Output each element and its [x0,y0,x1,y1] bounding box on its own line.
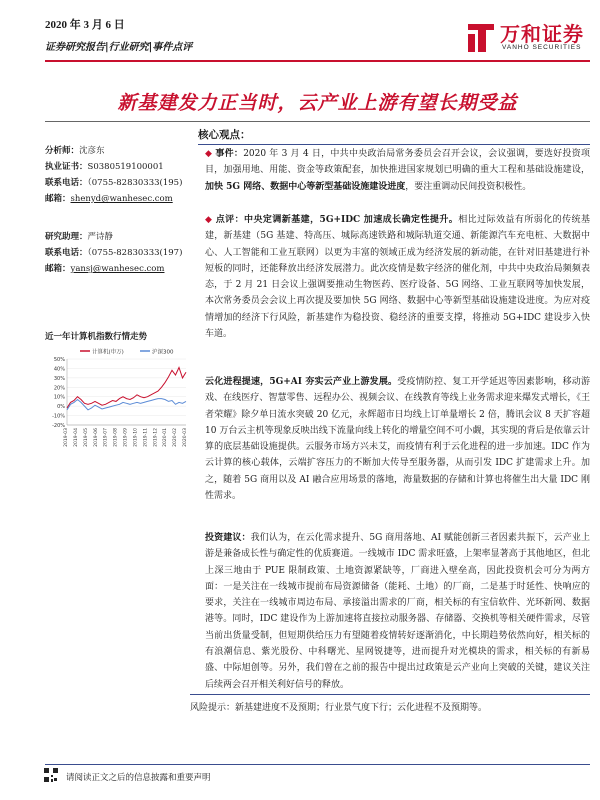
bullet-icon: ◆ [205,149,213,159]
disclaimer-footer: 请阅读正文之后的信息披露和重要声明 [66,773,211,783]
header-divider [45,60,590,62]
footer-divider [45,764,590,765]
cloud-paragraph: 云化进程提速，5G+AI 夯实云产业上游发展。受疫情防控、复工开学延迟等因素影响，移动游戏、在线医疗、智慧零售、远程办公、视频会议、在线教育等线上业务需求迎来爆发式增长，《王者荣耀》除夕单日流水突破 20 亿元，永辉超市日均线上订单量增长 2 倍，腾讯会议 8 天扩容超 10 万台云主机等现象反映出线下流量向线上转化的增量空间不可小觑，其实现的背后是依靠云计算的底层基础设施提供。云服务市场方兴未艾，而疫情有利于云化进程的进一步加速。IDC 作为云计算的核心载体，云端扩容压力的不断加大传导至服务器，从而引发 IDC 扩建需求上升。加之，随着 5G 商用以及 AI 融合应用场景的落地，海量数据的存储和计算也将催生出大量 IDC 刚性需求。 [205,377,590,502]
analyst-2: 研究助理：严诗静 联系电话：（0755-82830333(197) 邮箱：yansj@wanhesec.com [45,232,183,274]
report-title: 新基建发力正当时，云产业上游有望长期受益 [117,92,518,114]
event-paragraph: ◆ 事件：2020 年 3 月 4 日，中共中央政治局常务委员会召开会议，会议强调，要选好投资项目，加强用地、用能、资金等政策配套，加快推进国家规划已明确的重大工程和基础设施建设，加快 5G 网络、数据中心等新型基础设施建设进度，要注重调动民间投资积极性。 [205,149,590,192]
index-trend-chart [45,345,190,460]
xtick-label-7: 2019-10 [133,428,139,447]
logo-en-text: VANHO SECURITIES [502,44,582,51]
xtick-label-8: 2019-11 [143,428,149,447]
investment-paragraph: 投资建议：我们认为，在云化需求提升、5G 商用落地、AI 赋能创新三者因素共振下，云产业上游是兼备成长性与确定性的优质赛道。一线城市 IDC 需求旺盛，上架率显著高于其他地区，但北上深三地由于 PUE 限制政策、土地资源紧缺等，厂商进入壁垒高，因此投资机会可分为两方面：一是关注在一线城市提前布局资源储备（能耗、土地）的厂商，二是基于时延性、快响应的要求，关注在一线城市周边布局、承接溢出需求的厂商，相关标的有宝信软件、光环新网、数据港等。同时，IDC 建设作为上游加速将直接拉动服务器、存储器、交换机等相关硬件需求，尽管当前出货量受制，但短期供给压力有望随着疫情转好逐渐消化，中长期趋势依然向好，相关标的有浪潮信息、紫光股份、中科曙光、星网锐捷等，进而提升对光模块的需求，相关标的有新易盛、中际旭创等。另外，我们曾在之前的报告中提出过政策是云产业向上突破的关键，建议关注后续两会召开相关利好信号的释放。 [205,533,590,690]
comment-paragraph: ◆ 点评：中央定调新基建，5G+IDC 加速成长确定性提升。相比过际效益有所弱化的传统基建，新基建（5G 基建、特高压、城际高速铁路和城际轨道交通、新能源汽车充电桩、大数据中心、人工智能和工业互联网）以更为丰富的领域正成为经济发展的新动能，在针对旧基建进行补短板的同时，还能释放出经济发展潜力。此次疫情是数字经济的催化剂，中共中央政治局频频表态，于 2 月 21 日会议上强调要推动生物医药、医疗设备、5G 网络、工业互联网等加快发展，本次常务委员会会议上再次提及要加快 5G 网络、数据中心等新型基础设施建设进度。为应对疫情增加的经济下行风险，新基建作为稳投资、稳经济的重要支撑，将推动 5G+IDC 建设步入快车道。 [205,215,590,340]
report-category-path: 证券研究报告|行业研究|事件点评 [45,42,193,53]
xtick-label-1: 2019-04 [73,428,79,447]
ytick-label-7: -20% [52,423,65,429]
xtick-label-6: 2019-09 [123,428,129,447]
report-date: 2020 年 3 月 6 日 [45,19,125,31]
ytick-label-3: 20% [53,385,65,392]
ytick-label-0: 50% [53,357,65,363]
analyst-1-phone: （0755-82830333(195) [87,178,183,188]
xtick-label-0: 2019-03 [64,428,69,447]
company-logo [466,16,590,60]
legend-label-0: 计算机(申万) [92,349,124,356]
logo-mark-icon [466,20,496,54]
xtick-label-11: 2020-02 [173,428,179,447]
analyst-2-email[interactable]: yansj@wanhesec.com [70,264,165,274]
xtick-label-12: 2020-03 [183,428,188,447]
series-line-1 [67,399,186,410]
legend-label-1: 沪深300 [152,349,174,356]
analyst-1-email[interactable]: shenyd@wanhesec.com [70,194,173,204]
xtick-label-10: 2020-01 [163,428,169,447]
core-divider [198,144,590,145]
analyst-1-cert: S0380519100001 [87,162,164,172]
title-divider [45,121,590,122]
ytick-label-6: -10% [52,413,65,420]
analyst-2-phone: （0755-82830333(197) [87,248,183,258]
risk-divider [190,694,590,695]
risk-warning: 风险提示：新基建进度不及预期；行业景气度下行；云化进程不及预期等。 [190,703,488,713]
chart-title: 近一年计算机指数行情走势 [45,332,148,342]
analyst-2-name: 严诗静 [87,232,114,242]
ytick-label-5: 0% [57,404,65,411]
series-line-0 [67,368,186,409]
core-views-title: 核心观点： [198,129,251,141]
xtick-label-5: 2019-08 [113,428,119,447]
ytick-label-4: 10% [53,394,65,401]
xtick-label-3: 2019-06 [93,428,99,447]
analyst-1-name: 沈彦东 [79,146,105,156]
xtick-label-9: 2019-12 [153,428,159,447]
analyst-1: 分析师：沈彦东 执业证书：S0380519100001 联系电话：（0755-82830333(195) 邮箱：shenyd@wanhesec.com [45,146,183,204]
bullet-icon: ◆ [205,215,213,225]
analyst-panel [45,128,190,277]
qr-code-icon [43,767,59,783]
xtick-label-2: 2019-05 [83,428,89,447]
ytick-label-2: 30% [53,375,65,382]
xtick-label-4: 2019-07 [103,428,109,447]
logo-cn-text: 万和证券 [500,22,584,46]
ytick-label-1: 40% [53,366,65,373]
